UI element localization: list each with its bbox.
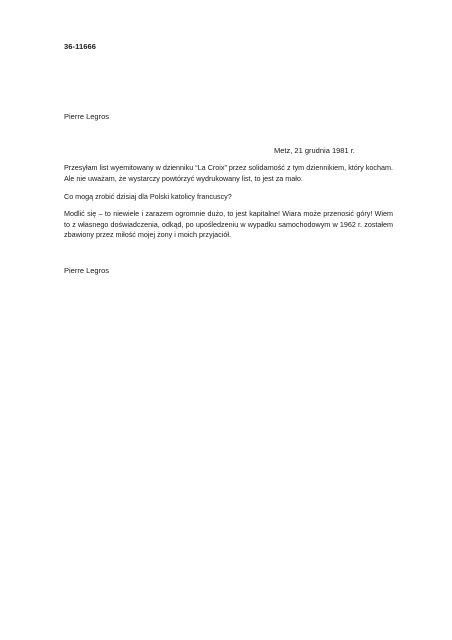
letter-paragraph-2: Co mogą zrobić dzisiaj dla Polski katolicy francuscy?: [64, 192, 232, 201]
letter-paragraph-3: Modlić się – to niewiele i zarazem ogromnie dużo, to jest kapitalne! Wiara może przenosić góry! Wiem to z własnego doświadczenia, odkąd, po upośledzeniu w wypadku samochodowym w 1962 r. zostałem zbawiony przez miłość mojej żony i moich przyjaciół.: [64, 209, 393, 239]
place-and-date: Metz, 21 grudnia 1981 r.: [274, 146, 355, 155]
document-reference-number: 36-11666: [64, 42, 97, 51]
letter-paragraph-1: Przesyłam list wyemitowany w dzienniku “La Croix” przez solidarność z tym dziennikiem, który kocham. Ale nie uważam, że wystarczy powtórzyć wydrukowany list, to jest za mało.: [64, 163, 393, 183]
signature-name: Pierre Legros: [64, 266, 110, 275]
sender-name: Pierre Legros: [64, 112, 110, 121]
